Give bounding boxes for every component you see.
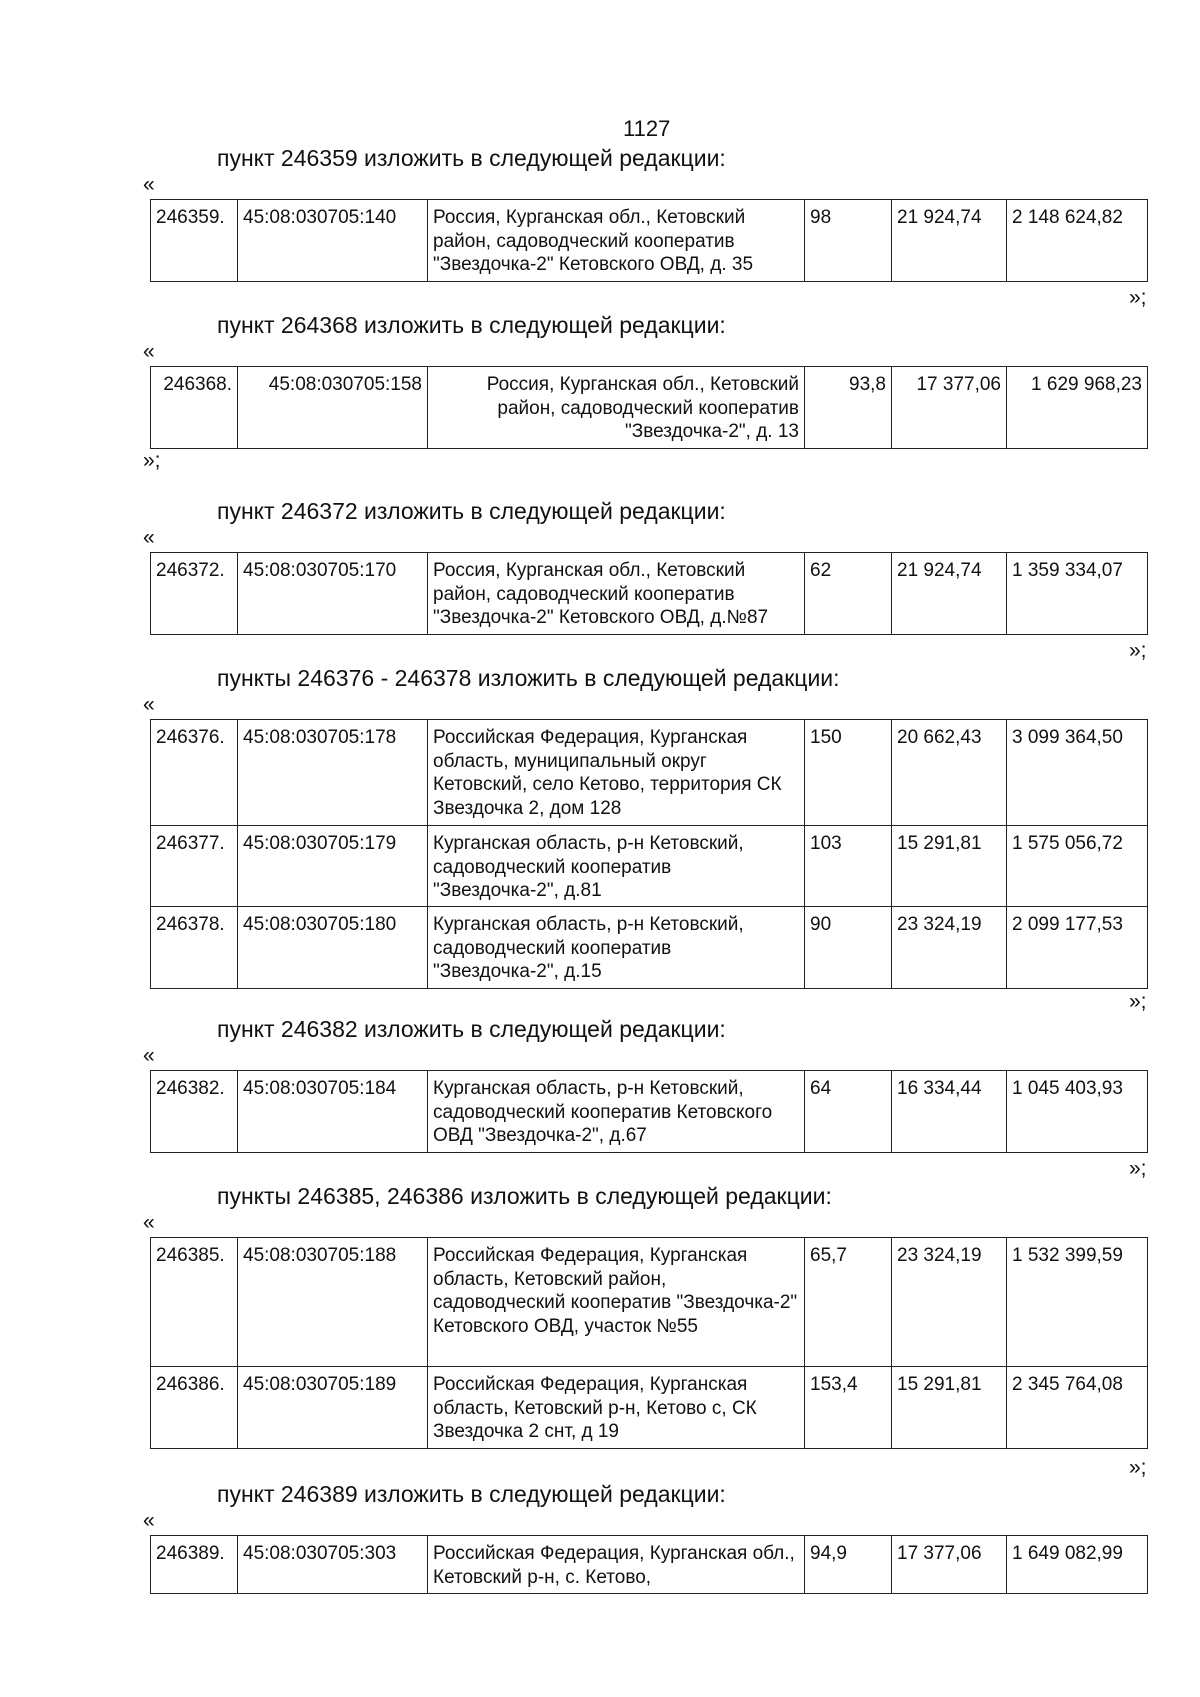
close-quote: »; [143, 449, 161, 472]
cell-area: 94,9 [805, 1536, 892, 1594]
section-heading: пункт 246372 изложить в следующей редакции: [217, 498, 726, 524]
table-row [151, 1238, 1148, 1367]
cell-price: 17 377,06 [892, 367, 1007, 449]
table-row [151, 200, 1148, 282]
amendment-table [150, 366, 1148, 449]
cell-cadastral: 45:08:030705:170 [238, 553, 428, 635]
table-row [151, 826, 1148, 907]
cell-value: 1 629 968,23 [1007, 367, 1148, 449]
cell-area: 64 [805, 1071, 892, 1153]
cell-value: 2 099 177,53 [1007, 907, 1148, 989]
amendment-table [150, 199, 1148, 282]
cell-address: Курганская область, р-н Кетовский, садоводческий кооператив "Звездочка-2", д.81 [428, 826, 805, 907]
table-row [151, 553, 1148, 635]
page-number: 1127 [623, 116, 671, 141]
cell-value: 1 649 082,99 [1007, 1536, 1148, 1594]
cell-area: 153,4 [805, 1367, 892, 1449]
cell-num: 246377. [151, 826, 238, 907]
cell-cadastral: 45:08:030705:178 [238, 720, 428, 826]
close-quote: »; [1129, 639, 1147, 662]
cell-cadastral: 45:08:030705:179 [238, 826, 428, 907]
cell-num: 246376. [151, 720, 238, 826]
cell-area: 98 [805, 200, 892, 282]
cell-address: Российская Федерация, Курганская область, Кетовский р-н, Кетово с, СК Звездочка 2 снт, д 19 [428, 1367, 805, 1449]
cell-price: 23 324,19 [892, 1238, 1007, 1367]
close-quote: »; [1129, 1456, 1147, 1479]
cell-num: 246385. [151, 1238, 238, 1367]
cell-num: 246386. [151, 1367, 238, 1449]
cell-num: 246368. [151, 367, 238, 449]
cell-area: 103 [805, 826, 892, 907]
cell-value: 1 575 056,72 [1007, 826, 1148, 907]
cell-address: Курганская область, р-н Кетовский, садоводческий кооператив Кетовского ОВД "Звездочка-2", д.67 [428, 1071, 805, 1153]
cell-address: Россия, Курганская обл., Кетовский район, садоводческий кооператив "Звездочка-2" Кетовского ОВД, д.№87 [428, 553, 805, 635]
cell-price: 15 291,81 [892, 826, 1007, 907]
section-heading: пункт 246389 изложить в следующей редакции: [217, 1481, 726, 1507]
cell-price: 21 924,74 [892, 553, 1007, 635]
section-heading: пункт 246359 изложить в следующей редакции: [217, 145, 726, 171]
table-row [151, 1536, 1148, 1594]
cell-cadastral: 45:08:030705:303 [238, 1536, 428, 1594]
cell-area: 62 [805, 553, 892, 635]
cell-value: 2 148 624,82 [1007, 200, 1148, 282]
section-heading: пункты 246385, 246386 изложить в следующей редакции: [217, 1183, 832, 1209]
cell-price: 15 291,81 [892, 1367, 1007, 1449]
cell-address: Российская Федерация, Курганская область, Кетовский район, садоводческий кооператив "Звездочка-2" Кетовского ОВД, участок №55 [428, 1238, 805, 1367]
cell-num: 246389. [151, 1536, 238, 1594]
cell-price: 20 662,43 [892, 720, 1007, 826]
cell-cadastral: 45:08:030705:140 [238, 200, 428, 282]
amendment-table [150, 719, 1148, 989]
cell-cadastral: 45:08:030705:189 [238, 1367, 428, 1449]
cell-num: 246382. [151, 1071, 238, 1153]
cell-address: Россия, Курганская обл., Кетовский район, садоводческий кооператив "Звездочка-2", д. 13 [428, 367, 805, 449]
cell-address: Российская Федерация, Курганская обл., Кетовский р-н, с. Кетово, [428, 1536, 805, 1594]
table-row [151, 720, 1148, 826]
section-heading: пункт 246382 изложить в следующей редакции: [217, 1016, 726, 1042]
cell-address: Российская Федерация, Курганская область, муниципальный округ Кетовский, село Кетово, территория СК Звездочка 2, дом 128 [428, 720, 805, 826]
table-row [151, 907, 1148, 989]
section-heading: пункт 264368 изложить в следующей редакции: [217, 312, 726, 338]
amendment-table [150, 1070, 1148, 1153]
open-quote: « [143, 1509, 155, 1532]
open-quote: « [143, 693, 155, 716]
table-row [151, 1367, 1148, 1449]
open-quote: « [143, 173, 155, 196]
table-row [151, 1071, 1148, 1153]
close-quote: »; [1129, 286, 1147, 309]
cell-value: 3 099 364,50 [1007, 720, 1148, 826]
open-quote: « [143, 526, 155, 549]
cell-value: 1 359 334,07 [1007, 553, 1148, 635]
amendment-table [150, 1535, 1148, 1594]
cell-price: 21 924,74 [892, 200, 1007, 282]
cell-area: 150 [805, 720, 892, 826]
cell-address: Россия, Курганская обл., Кетовский район, садоводческий кооператив "Звездочка-2" Кетовского ОВД, д. 35 [428, 200, 805, 282]
cell-area: 90 [805, 907, 892, 989]
open-quote: « [143, 1211, 155, 1234]
close-quote: »; [1129, 1157, 1147, 1180]
cell-area: 93,8 [805, 367, 892, 449]
cell-num: 246359. [151, 200, 238, 282]
cell-cadastral: 45:08:030705:184 [238, 1071, 428, 1153]
cell-cadastral: 45:08:030705:158 [238, 367, 428, 449]
cell-area: 65,7 [805, 1238, 892, 1367]
open-quote: « [143, 340, 155, 363]
cell-value: 2 345 764,08 [1007, 1367, 1148, 1449]
open-quote: « [143, 1044, 155, 1067]
cell-price: 16 334,44 [892, 1071, 1007, 1153]
cell-value: 1 045 403,93 [1007, 1071, 1148, 1153]
cell-num: 246378. [151, 907, 238, 989]
cell-value: 1 532 399,59 [1007, 1238, 1148, 1367]
cell-price: 23 324,19 [892, 907, 1007, 989]
amendment-table [150, 1237, 1148, 1449]
cell-address: Курганская область, р-н Кетовский, садоводческий кооператив "Звездочка-2", д.15 [428, 907, 805, 989]
cell-num: 246372. [151, 553, 238, 635]
cell-cadastral: 45:08:030705:180 [238, 907, 428, 989]
close-quote: »; [1129, 990, 1147, 1013]
table-row [151, 367, 1148, 449]
section-heading: пункты 246376 - 246378 изложить в следующей редакции: [217, 665, 840, 691]
cell-cadastral: 45:08:030705:188 [238, 1238, 428, 1367]
amendment-table [150, 552, 1148, 635]
cell-price: 17 377,06 [892, 1536, 1007, 1594]
